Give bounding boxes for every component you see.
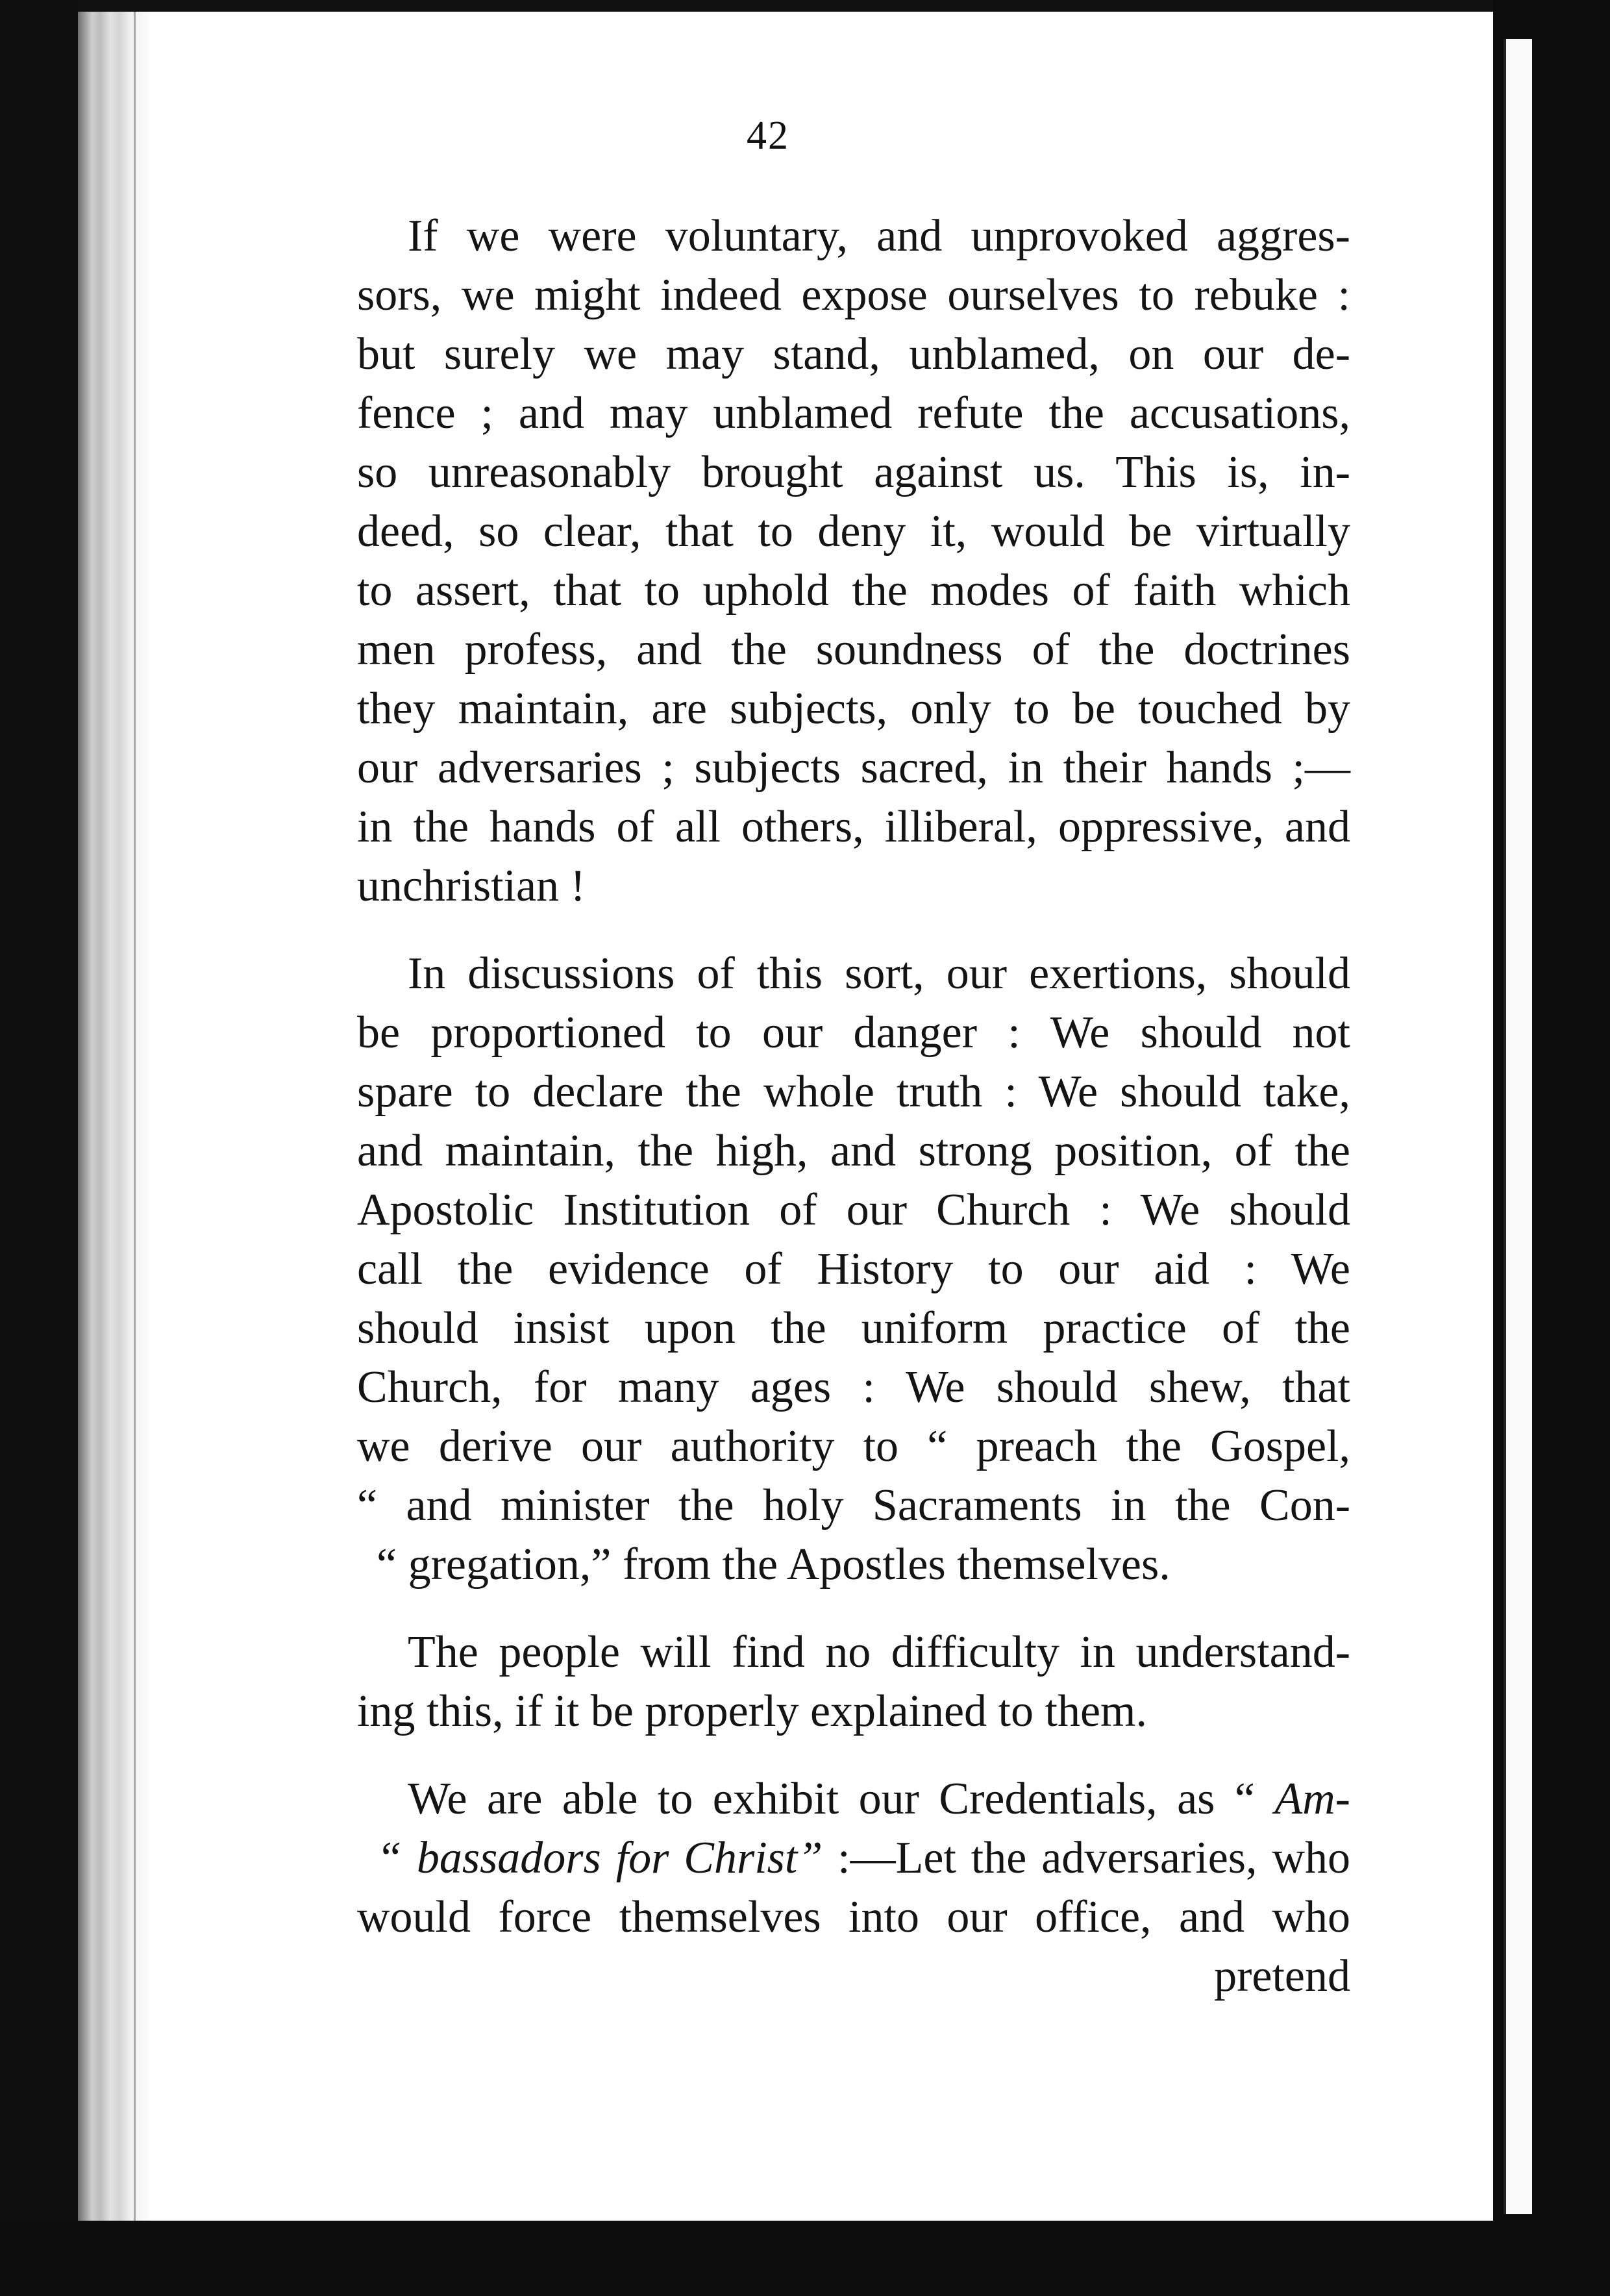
- catchword: pretend: [1214, 1951, 1350, 2001]
- text-line: be proportioned to our danger : We should not: [357, 1008, 1350, 1058]
- text-line: men profess, and the soundness of the doctrines: [357, 625, 1350, 675]
- paragraph-1: [357, 206, 1350, 916]
- text-line: Church, for many ages : We should shew, that: [357, 1362, 1350, 1412]
- page-number: 42: [747, 114, 789, 158]
- text-line: fence ; and may unblamed refute the accusations,: [357, 388, 1350, 438]
- paragraph-2: [357, 944, 1350, 1594]
- text-line: call the evidence of History to our aid : We: [357, 1244, 1350, 1294]
- text-line: they maintain, are subjects, only to be touched by: [357, 684, 1350, 734]
- text-line: “ gregation,” from the Apostles themselves.: [377, 1540, 1170, 1590]
- text-run: :—Let the adversaries, who: [823, 1833, 1350, 1883]
- scan-border-left: [0, 0, 78, 2296]
- scan-border-top: [0, 0, 1610, 12]
- italic-text-run: “ bassadors for Christ”: [377, 1833, 823, 1883]
- gutter-fold-line: [134, 12, 136, 2221]
- text-line: and maintain, the high, and strong position, of the: [357, 1126, 1350, 1176]
- text-line: unchristian !: [357, 861, 586, 911]
- text-line: sors, we might indeed expose ourselves to rebuke :: [357, 270, 1350, 320]
- scan-border-bottom: [0, 2221, 1610, 2296]
- facing-page-edge: [1504, 39, 1532, 2214]
- text-line: The people will find no difficulty in understand-: [408, 1627, 1350, 1677]
- body-text: [357, 206, 1350, 2034]
- text-line: so unreasonably brought against us. This is, in-: [357, 447, 1350, 497]
- text-line: Apostolic Institution of our Church : We should: [357, 1185, 1350, 1235]
- paragraph-4: [357, 1769, 1350, 2006]
- text-line: would force themselves into our office, and who: [357, 1892, 1350, 1942]
- text-line: In discussions of this sort, our exertions, should: [408, 949, 1350, 999]
- text-line: [357, 1769, 1350, 1828]
- text-line: in the hands of all others, illiberal, oppressive, and: [357, 802, 1350, 852]
- text-line: If we were voluntary, and unprovoked aggres-: [408, 211, 1350, 261]
- page-gutter-shadow: [78, 12, 149, 2221]
- text-line: [357, 1828, 1350, 1888]
- italic-text-run: Am-: [1274, 1774, 1350, 1824]
- text-line: deed, so clear, that to deny it, would be virtually: [357, 506, 1350, 556]
- text-line: spare to declare the whole truth : We should take,: [357, 1067, 1350, 1117]
- text-line: should insist upon the uniform practice of the: [357, 1303, 1350, 1353]
- text-line: our adversaries ; subjects sacred, in their hands ;—: [357, 743, 1350, 793]
- text-line: but surely we may stand, unblamed, on our de-: [357, 329, 1350, 379]
- paragraph-3: [357, 1623, 1350, 1741]
- text-line: ing this, if it be properly explained to them.: [357, 1686, 1147, 1736]
- text-line: to assert, that to uphold the modes of faith which: [357, 566, 1350, 616]
- text-run: We are able to exhibit our Credentials, as “: [408, 1774, 1275, 1824]
- text-line: “ and minister the holy Sacraments in the Con-: [357, 1480, 1350, 1530]
- text-line: we derive our authority to “ preach the Gospel,: [357, 1421, 1350, 1471]
